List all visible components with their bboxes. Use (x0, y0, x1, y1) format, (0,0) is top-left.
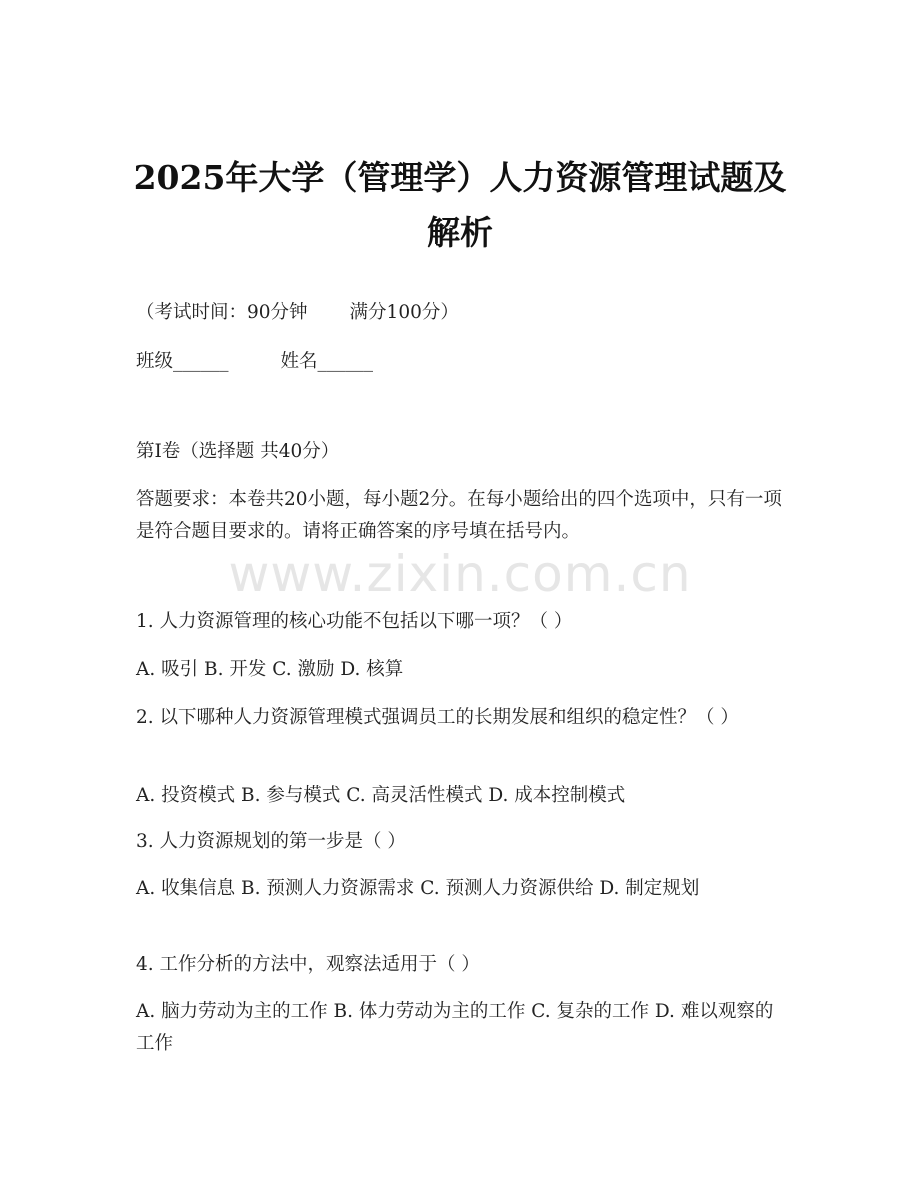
section-heading: 第I卷（选择题 共40分） (136, 441, 340, 462)
title-line-1: 2025年大学（管理学）人力资源管理试题及 (133, 158, 787, 197)
exam-info (136, 297, 786, 329)
question-2-options: A. 投资模式 B. 参与模式 C. 高灵活性模式 D. 成本控制模式 (136, 785, 626, 806)
question-1-stem: 1. 人力资源管理的核心功能不包括以下哪一项？（ ） (136, 611, 573, 632)
name-field: 姓名______ (280, 351, 374, 372)
watermark: www.zixin.com.cn (228, 545, 692, 603)
question-4-stem: 4. 工作分析的方法中，观察法适用于（ ） (136, 954, 480, 975)
question-2-stem: 2. 以下哪种人力资源管理模式强调员工的长期发展和组织的稳定性？（ ） (136, 707, 739, 728)
class-field: 班级______ (136, 351, 229, 372)
title-line-2: 解析 (427, 213, 493, 252)
question-3-options: A. 收集信息 B. 预测人力资源需求 C. 预测人力资源供给 D. 制定规划 (136, 878, 700, 899)
full-score: 满分100分） (349, 302, 459, 323)
question-4-options: A. 脑力劳动为主的工作 B. 体力劳动为主的工作 C. 复杂的工作 D. 难以观察的工作 (136, 1001, 774, 1054)
question-3-stem: 3. 人力资源规划的第一步是（ ） (136, 831, 406, 852)
document-title (100, 150, 820, 260)
instructions: 答题要求：本卷共20小题，每小题2分。在每小题给出的四个选项中，只有一项是符合题目要求的。请将正确答案的序号填在括号内。 (136, 489, 782, 542)
student-info (136, 346, 786, 378)
question-1-options: A. 吸引 B. 开发 C. 激励 D. 核算 (136, 659, 404, 680)
exam-time: （考试时间：90分钟 (136, 302, 308, 323)
